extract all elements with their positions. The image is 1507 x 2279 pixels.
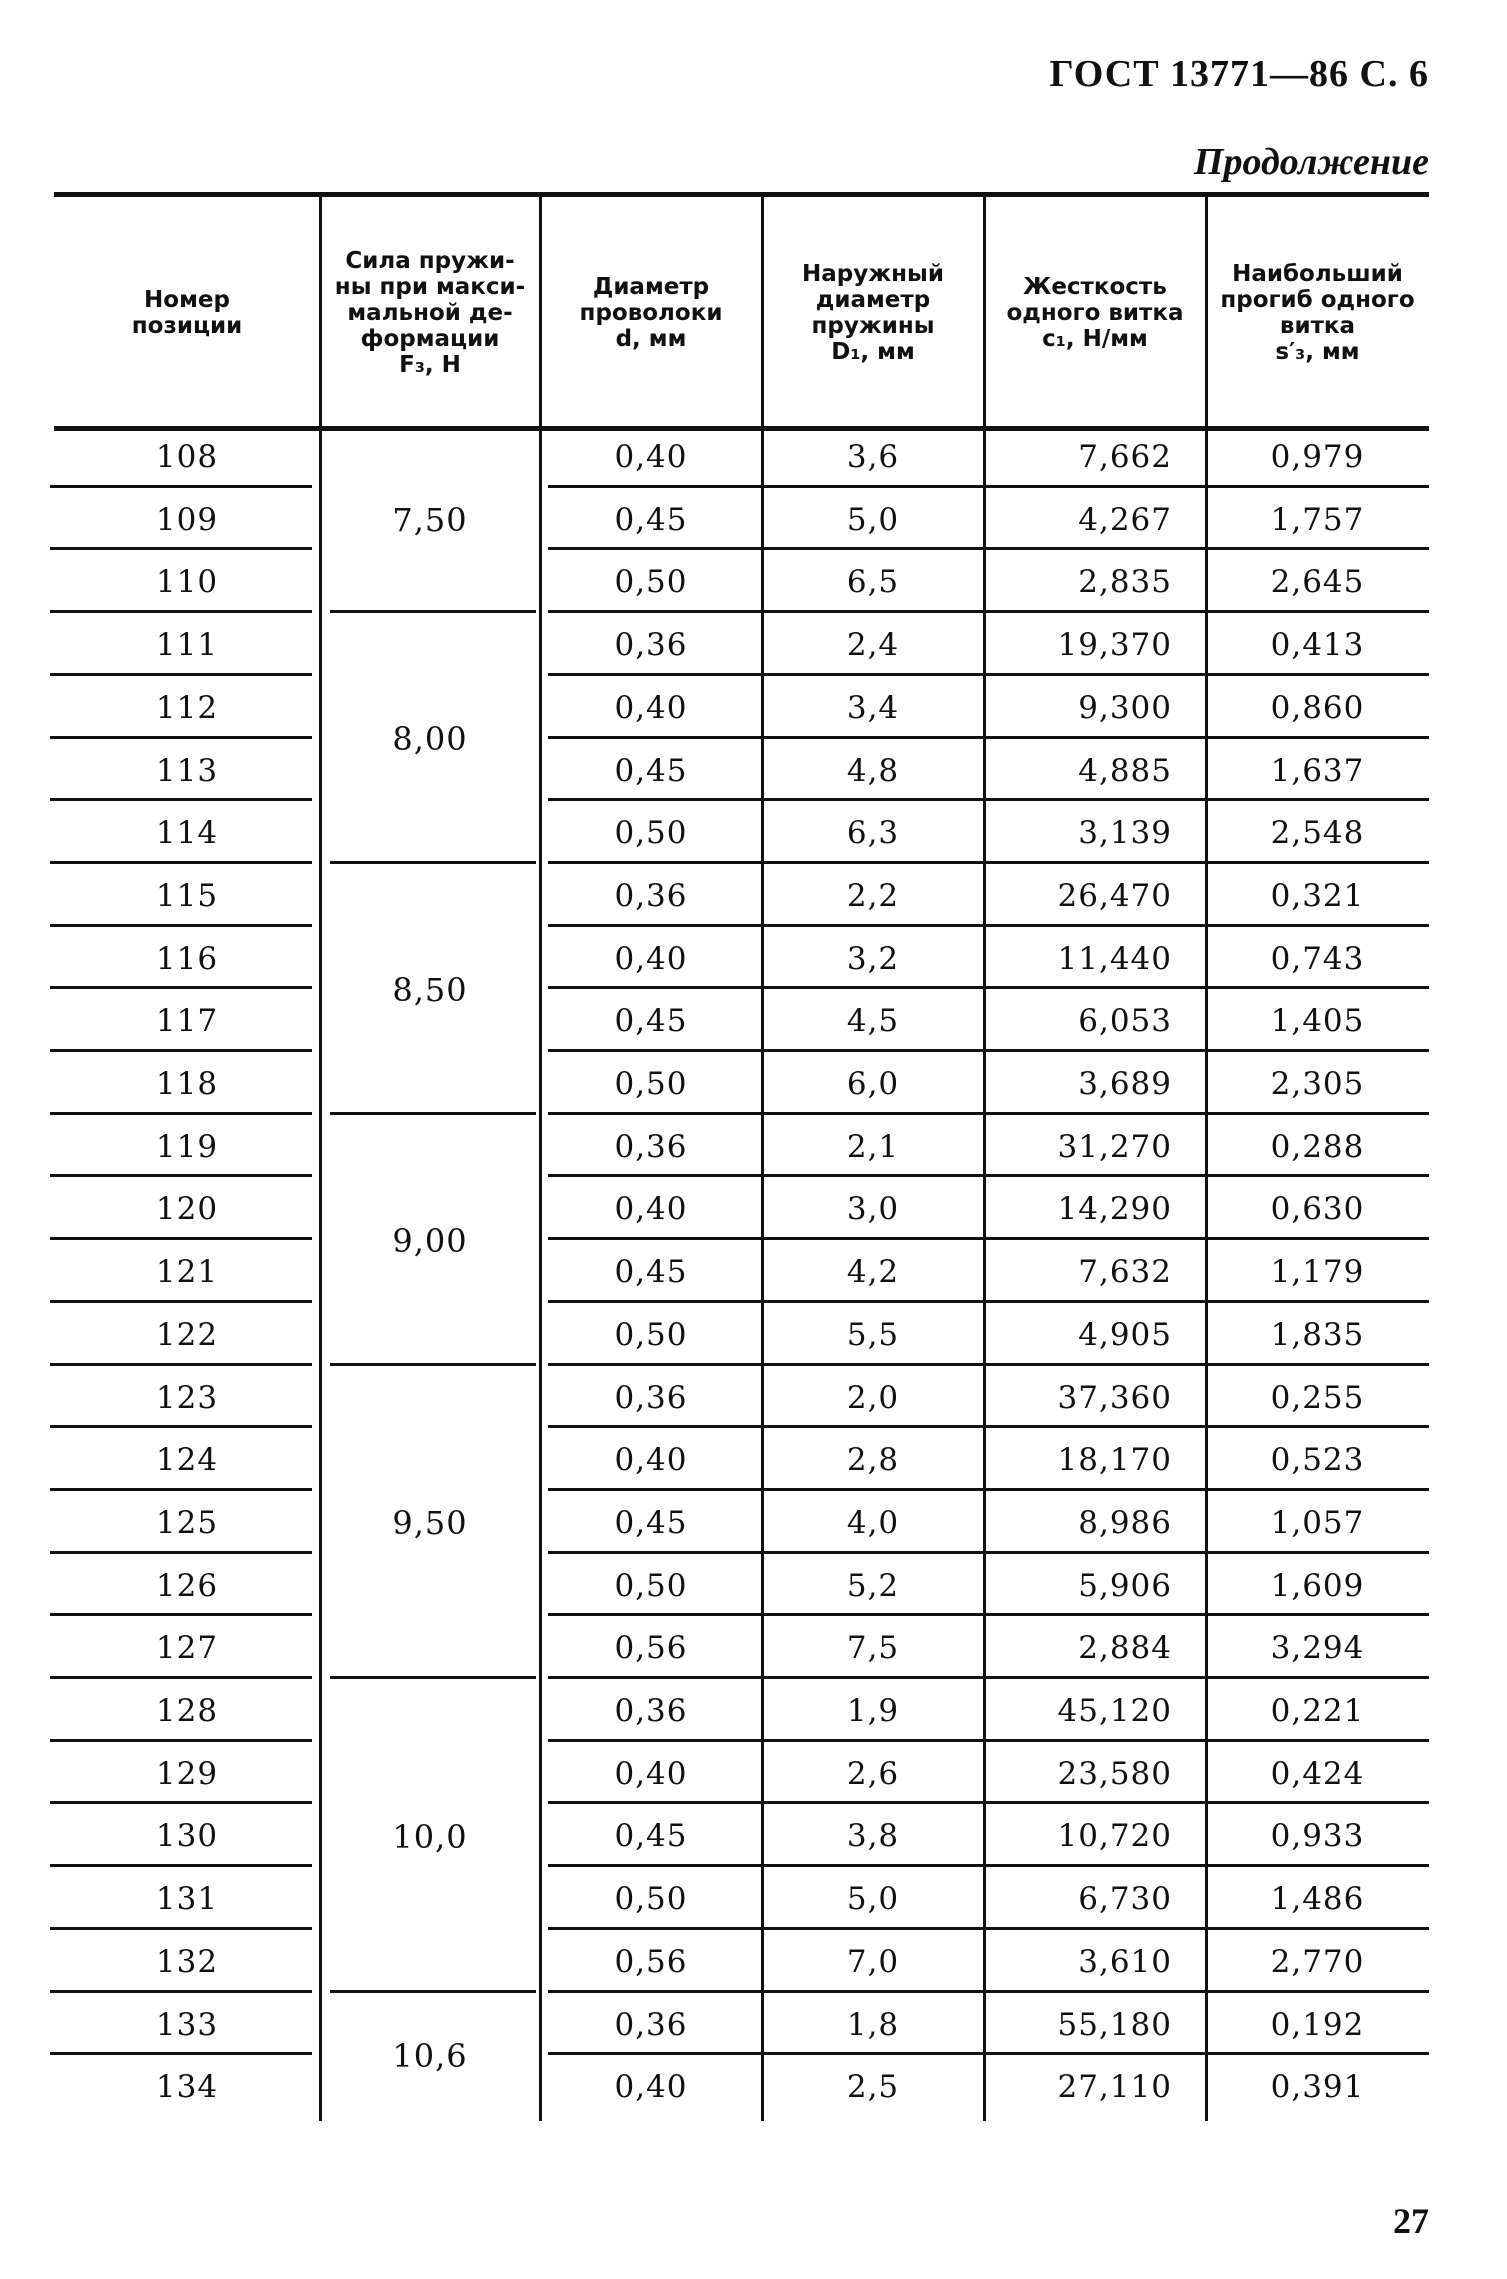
cell-c1: 3,139 (1078, 815, 1172, 852)
force-value: 10,0 (392, 1817, 468, 1856)
cell-D1: 4,5 (846, 1003, 900, 1040)
row-rule (50, 1864, 312, 1867)
row-rule (50, 1112, 312, 1115)
cell-pos: 109 (155, 501, 219, 538)
cell-pos: 128 (155, 1693, 219, 1729)
row-rule (50, 547, 312, 550)
row-rule (50, 924, 312, 927)
cell-D1: 5,0 (846, 501, 900, 538)
cell-d: 0,40 (614, 1755, 688, 1792)
cell-c1: 4,267 (1078, 501, 1172, 538)
row-rule (50, 673, 312, 676)
row-rule (50, 610, 312, 613)
row-rule (548, 1174, 1429, 1177)
cell-s3: 0,630 (1270, 1191, 1365, 1228)
cell-pos: 121 (155, 1254, 219, 1291)
row-rule (50, 736, 312, 739)
cell-D1: 3,8 (846, 1818, 900, 1855)
row-rule (50, 1300, 312, 1303)
cell-D1: 6,3 (846, 815, 900, 852)
cell-pos: 110 (155, 564, 219, 601)
row-rule (50, 1425, 312, 1428)
document-code: ГОСТ 13771—86 С. 6 (1049, 53, 1429, 95)
cell-d: 0,36 (614, 627, 688, 664)
force-value: 7,50 (392, 501, 468, 540)
cell-c1: 26,470 (1057, 877, 1172, 914)
row-rule (50, 485, 312, 488)
row-rule (50, 1990, 312, 1993)
cell-D1: 2,4 (846, 627, 900, 664)
cell-s3: 0,321 (1270, 877, 1365, 914)
cell-c1: 14,290 (1057, 1191, 1172, 1228)
cell-d: 0,40 (614, 940, 688, 977)
row-rule (50, 1676, 312, 1679)
cell-c1: 7,662 (1078, 439, 1172, 475)
cell-d: 0,56 (614, 1630, 688, 1667)
cell-pos: 113 (155, 752, 219, 789)
row-rule (548, 1613, 1429, 1616)
cell-d: 0,36 (614, 877, 688, 914)
cell-d: 0,45 (614, 1818, 688, 1855)
force-value: 8,00 (392, 720, 468, 759)
row-rule (548, 610, 1429, 613)
cell-d: 0,50 (614, 1567, 688, 1604)
cell-pos: 111 (155, 627, 219, 664)
cell-s3: 0,523 (1270, 1442, 1365, 1479)
cell-s3: 1,609 (1270, 1567, 1365, 1604)
cell-D1: 3,2 (846, 940, 900, 977)
header-position-text: Номер позиции (131, 287, 243, 339)
cell-d: 0,45 (614, 1254, 688, 1291)
cell-c1: 45,120 (1057, 1693, 1172, 1729)
cell-s3: 0,391 (1270, 2069, 1365, 2106)
row-rule (50, 861, 312, 864)
cell-c1: 4,885 (1078, 752, 1172, 789)
cell-d: 0,40 (614, 1191, 688, 1228)
row-rule (548, 1363, 1429, 1366)
cell-pos: 108 (155, 439, 219, 475)
row-rule (548, 1676, 1429, 1679)
cell-s3: 0,192 (1270, 2006, 1365, 2043)
cell-d: 0,50 (614, 1881, 688, 1918)
cell-D1: 4,2 (846, 1254, 900, 1291)
row-rule (548, 924, 1429, 927)
cell-c1: 8,986 (1078, 1504, 1172, 1541)
cell-D1: 2,1 (846, 1128, 900, 1165)
cell-D1: 2,2 (846, 877, 900, 914)
cell-d: 0,40 (614, 1442, 688, 1479)
row-rule (548, 1551, 1429, 1554)
cell-c1: 55,180 (1057, 2006, 1172, 2043)
cell-c1: 23,580 (1057, 1755, 1172, 1792)
row-rule (50, 986, 312, 989)
cell-c1: 18,170 (1057, 1442, 1172, 1479)
cell-s3: 0,413 (1270, 627, 1365, 664)
header-wire-diameter-text: Диаметр проволоки d, мм (579, 274, 723, 352)
cell-s3: 1,179 (1270, 1254, 1365, 1291)
cell-pos: 114 (155, 815, 219, 852)
header-stiffness-text: Жесткость одного витка c₁, Н/мм (1006, 274, 1184, 352)
cell-D1: 1,8 (846, 2006, 900, 2043)
cell-d: 0,36 (614, 1693, 688, 1729)
cell-c1: 11,440 (1057, 940, 1172, 977)
cell-d: 0,45 (614, 752, 688, 789)
cell-c1: 7,632 (1078, 1254, 1172, 1291)
force-value: 10,6 (392, 2037, 468, 2076)
row-rule (50, 1801, 312, 1804)
cell-pos: 125 (155, 1504, 219, 1541)
cell-d: 0,40 (614, 439, 688, 475)
cell-d: 0,45 (614, 1003, 688, 1040)
cell-D1: 2,8 (846, 1442, 900, 1479)
row-rule (50, 1551, 312, 1554)
cell-d: 0,40 (614, 689, 688, 726)
cell-s3: 0,288 (1270, 1128, 1365, 1165)
cell-pos: 123 (155, 1379, 219, 1416)
row-rule (548, 1801, 1429, 1804)
cell-D1: 1,9 (846, 1693, 900, 1729)
cell-c1: 27,110 (1057, 2069, 1172, 2106)
cell-pos: 112 (155, 689, 219, 726)
cell-pos: 124 (155, 1442, 219, 1479)
cell-D1: 6,0 (846, 1066, 900, 1102)
force-value: 9,50 (392, 1504, 468, 1543)
cell-pos: 131 (155, 1881, 219, 1918)
cell-D1: 2,6 (846, 1755, 900, 1792)
cell-c1: 19,370 (1057, 627, 1172, 664)
cell-s3: 2,305 (1270, 1066, 1365, 1102)
cell-D1: 4,0 (846, 1504, 900, 1541)
cell-D1: 4,8 (846, 752, 900, 789)
cell-c1: 9,300 (1078, 689, 1172, 726)
cell-D1: 5,2 (846, 1567, 900, 1604)
row-rule (548, 1864, 1429, 1867)
cell-c1: 4,905 (1078, 1316, 1172, 1353)
row-rule (548, 1112, 1429, 1115)
row-rule (50, 1237, 312, 1240)
force-value: 8,50 (392, 971, 468, 1010)
cell-s3: 1,405 (1270, 1003, 1365, 1040)
cell-s3: 0,933 (1270, 1818, 1365, 1855)
cell-s3: 1,486 (1270, 1881, 1365, 1918)
cell-s3: 1,637 (1270, 752, 1365, 789)
force-value: 9,00 (392, 1222, 468, 1261)
cell-D1: 5,5 (846, 1316, 900, 1353)
cell-pos: 115 (155, 877, 219, 914)
cell-d: 0,36 (614, 1379, 688, 1416)
page-number: 27 (1393, 2201, 1429, 2241)
cell-D1: 7,0 (846, 1943, 900, 1980)
cell-D1: 7,5 (846, 1630, 900, 1667)
cell-d: 0,50 (614, 815, 688, 852)
cell-d: 0,45 (614, 501, 688, 538)
header-wire-diameter (540, 200, 762, 426)
continuation-label: Продолжение (1193, 141, 1429, 183)
cell-d: 0,36 (614, 1128, 688, 1165)
header-force-text: Сила пружи- ны при макси- мальной де- формации F₃, Н (334, 248, 526, 378)
cell-s3: 0,743 (1270, 940, 1365, 977)
cell-s3: 2,770 (1270, 1943, 1365, 1980)
cell-D1: 2,5 (846, 2069, 900, 2106)
row-rule (548, 1927, 1429, 1930)
cell-D1: 6,5 (846, 564, 900, 601)
cell-pos: 120 (155, 1191, 219, 1228)
cell-pos: 116 (155, 940, 219, 977)
cell-s3: 2,645 (1270, 564, 1365, 601)
cell-s3: 1,057 (1270, 1504, 1365, 1541)
cell-c1: 3,610 (1078, 1943, 1172, 1980)
cell-c1: 5,906 (1078, 1567, 1172, 1604)
cell-D1: 3,0 (846, 1191, 900, 1228)
row-rule (50, 1739, 312, 1742)
cell-D1: 2,0 (846, 1379, 900, 1416)
row-rule (548, 485, 1429, 488)
row-rule (50, 1488, 312, 1491)
header-stiffness (984, 200, 1206, 426)
row-rule (50, 2052, 312, 2055)
row-rule (548, 1990, 1429, 1993)
cell-d: 0,50 (614, 1316, 688, 1353)
header-outer-diameter (762, 200, 984, 426)
cell-D1: 3,4 (846, 689, 900, 726)
cell-c1: 3,689 (1078, 1066, 1172, 1102)
cell-d: 0,50 (614, 1066, 688, 1102)
row-rule (50, 798, 312, 801)
row-rule (548, 673, 1429, 676)
row-rule (548, 986, 1429, 989)
header-max-deflection (1206, 200, 1429, 426)
cell-pos: 130 (155, 1818, 219, 1855)
cell-c1: 2,884 (1078, 1630, 1172, 1667)
cell-s3: 0,255 (1270, 1379, 1365, 1416)
cell-pos: 117 (155, 1003, 219, 1040)
cell-d: 0,56 (614, 1943, 688, 1980)
cell-s3: 0,424 (1270, 1755, 1365, 1792)
row-rule (50, 1363, 312, 1366)
header-force (320, 200, 540, 426)
header-max-deflection-text: Наибольший прогиб одного витка s′₃, мм (1220, 261, 1415, 365)
cell-s3: 1,835 (1270, 1316, 1365, 1353)
cell-pos: 119 (155, 1128, 219, 1165)
cell-c1: 6,730 (1078, 1881, 1172, 1918)
row-rule (50, 1174, 312, 1177)
cell-s3: 0,860 (1270, 689, 1365, 726)
row-rule (548, 736, 1429, 739)
spring-parameters-table (54, 192, 1429, 2152)
cell-pos: 133 (155, 2006, 219, 2043)
cell-c1: 6,053 (1078, 1003, 1172, 1040)
row-rule (50, 1049, 312, 1052)
row-rule (548, 1739, 1429, 1742)
cell-pos: 134 (155, 2069, 219, 2106)
row-rule (548, 1425, 1429, 1428)
cell-D1: 5,0 (846, 1881, 900, 1918)
cell-D1: 3,6 (846, 439, 900, 475)
cell-c1: 2,835 (1078, 564, 1172, 601)
cell-s3: 3,294 (1270, 1630, 1365, 1667)
cell-pos: 127 (155, 1630, 219, 1667)
cell-pos: 126 (155, 1567, 219, 1604)
cell-d: 0,45 (614, 1504, 688, 1541)
row-rule (50, 1613, 312, 1616)
cell-c1: 37,360 (1057, 1379, 1172, 1416)
row-rule (548, 1237, 1429, 1240)
cell-s3: 0,221 (1270, 1693, 1365, 1729)
row-rule (50, 1927, 312, 1930)
row-rule (548, 1300, 1429, 1303)
cell-pos: 132 (155, 1943, 219, 1980)
cell-d: 0,50 (614, 564, 688, 601)
cell-d: 0,36 (614, 2006, 688, 2043)
header-position (54, 200, 320, 426)
cell-s3: 1,757 (1270, 501, 1365, 538)
cell-c1: 10,720 (1057, 1818, 1172, 1855)
cell-c1: 31,270 (1057, 1128, 1172, 1165)
cell-s3: 2,548 (1270, 815, 1365, 852)
cell-s3: 0,979 (1270, 439, 1365, 475)
row-rule (548, 2052, 1429, 2055)
cell-pos: 118 (155, 1066, 219, 1102)
cell-pos: 122 (155, 1316, 219, 1353)
cell-d: 0,40 (614, 2069, 688, 2106)
row-rule (548, 798, 1429, 801)
row-rule (548, 1488, 1429, 1491)
row-rule (548, 547, 1429, 550)
row-rule (548, 861, 1429, 864)
table-top-rule (54, 192, 1429, 197)
header-outer-diameter-text: Наружный диаметр пружины D₁, мм (802, 261, 944, 365)
cell-pos: 129 (155, 1755, 219, 1792)
row-rule (548, 1049, 1429, 1052)
